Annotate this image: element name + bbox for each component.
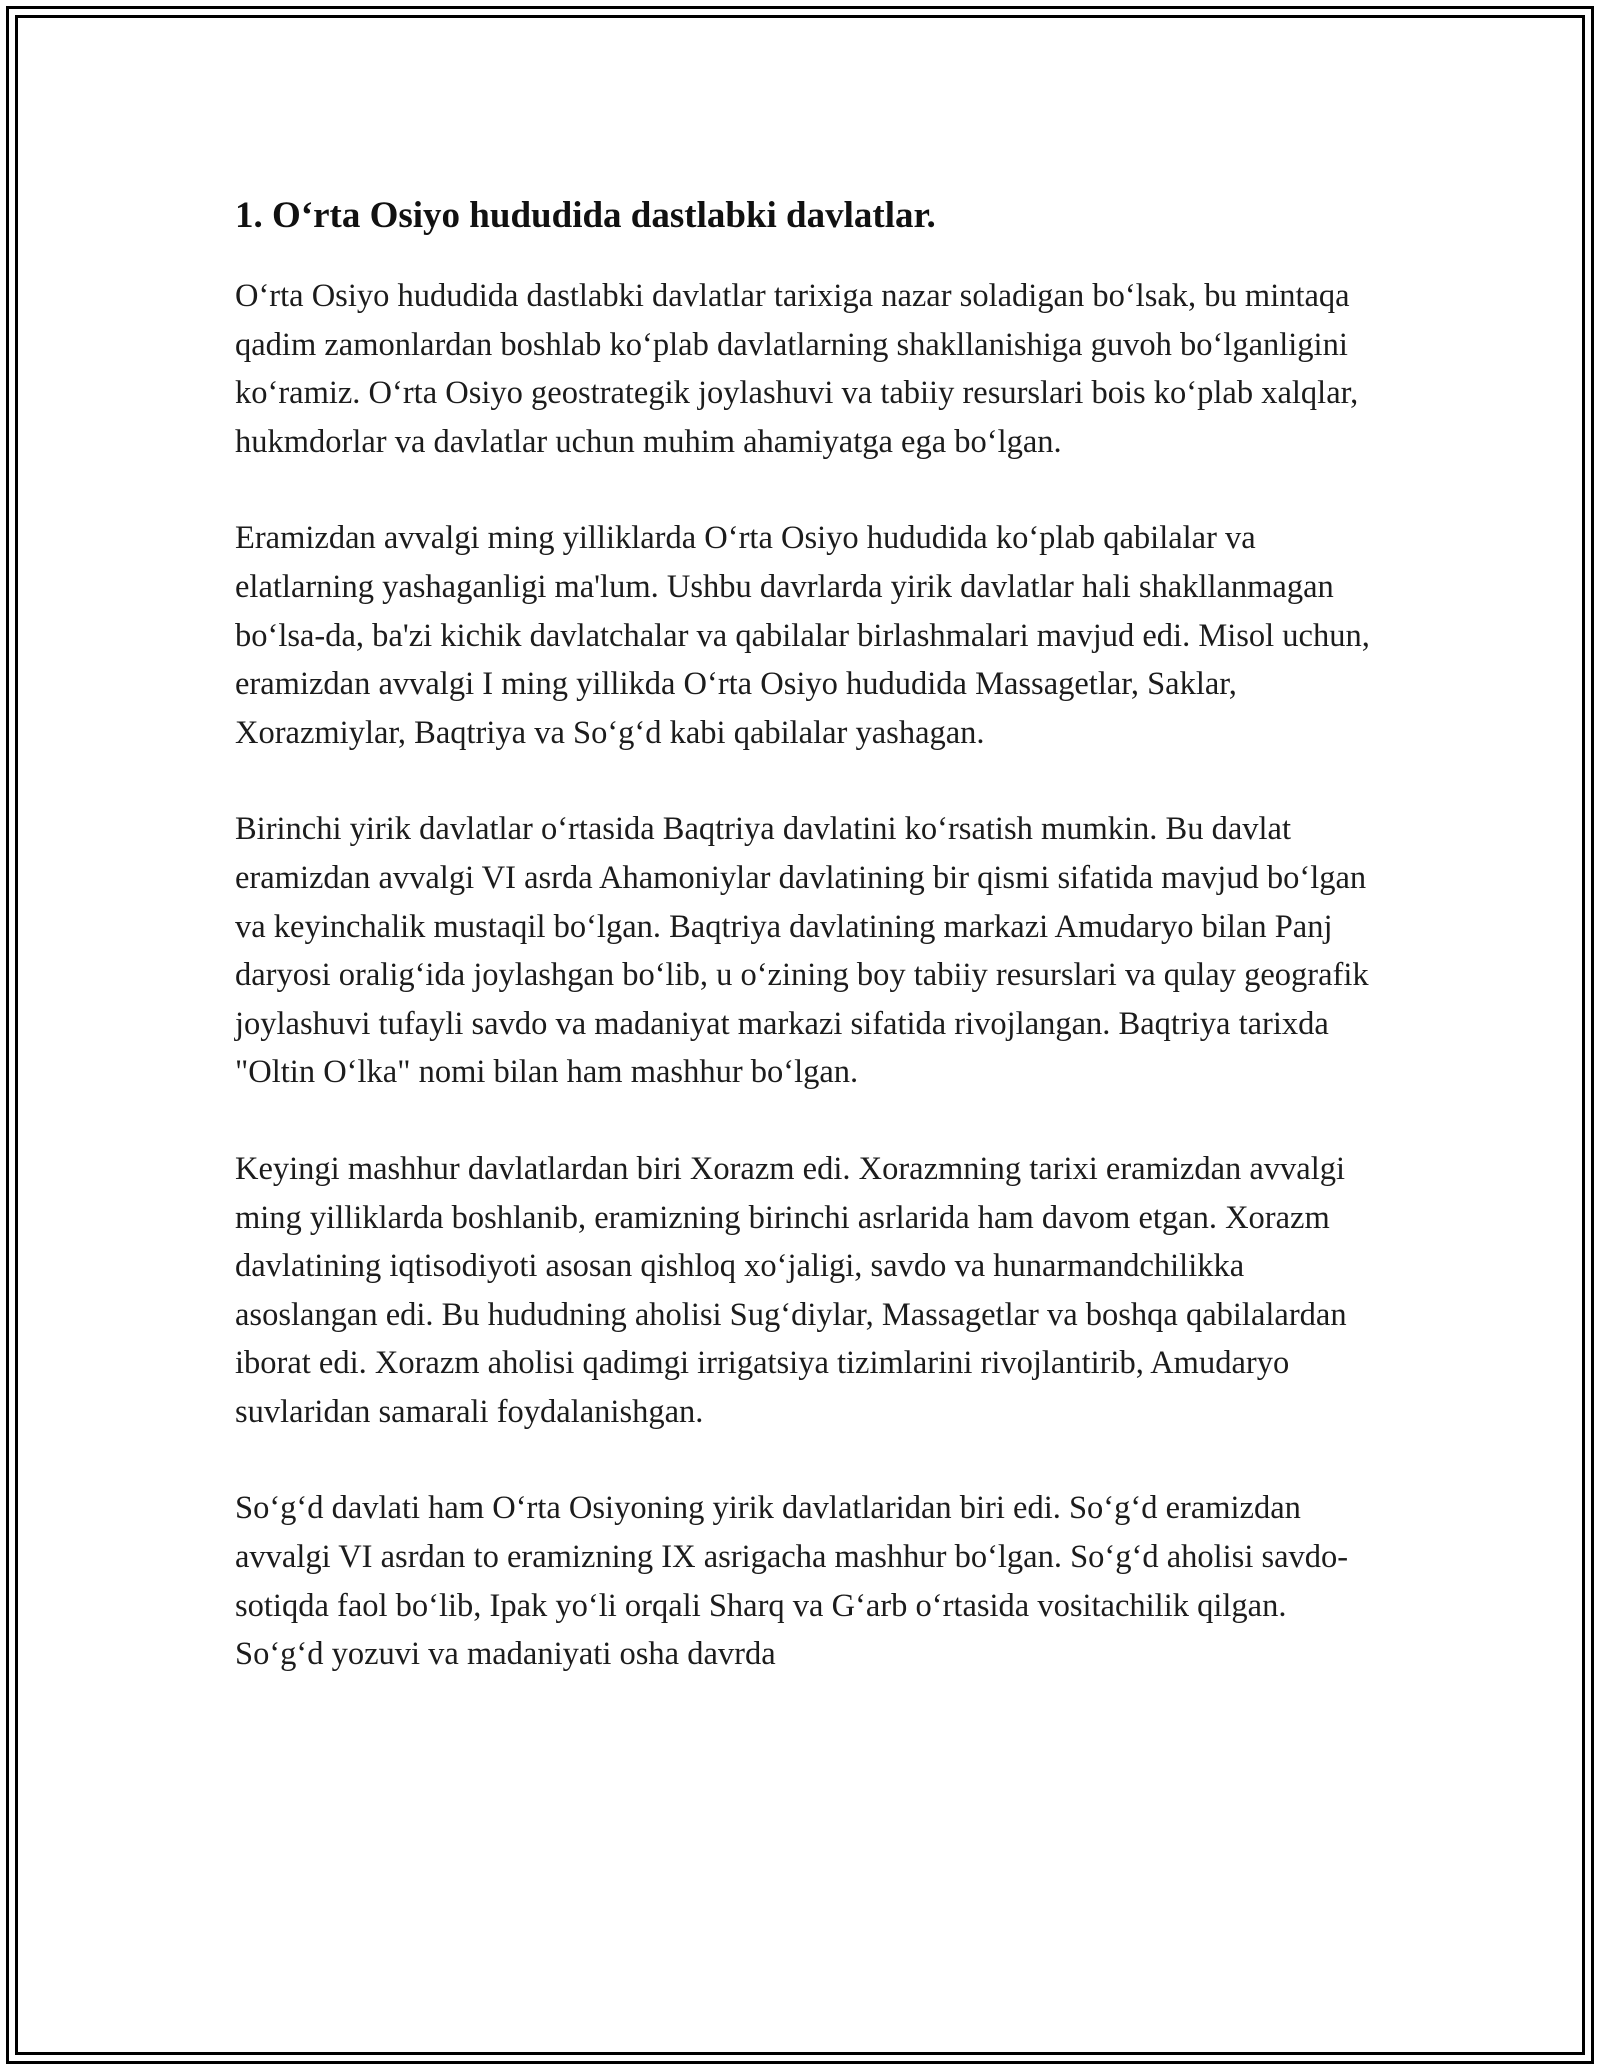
paragraph-1: O‘rta Osiyo hududida dastlabki davlatlar tarixiga nazar soladigan bo‘lsak, bu mintaqa qadim zamonlardan boshlab ko‘plab davlatlarning shakllanishiga guvoh bo‘lganligini ko‘ramiz. O‘rta Osiyo geostrategik joylashuvi va tabiiy resurslari bois ko‘plab xalqlar, hukmdorlar va davlatlar uchun muhim ahamiyatga ega bo‘lgan. <box>235 278 1359 460</box>
paragraph-3: Birinchi yirik davlatlar o‘rtasida Baqtriya davlatini ko‘rsatish mumkin. Bu davlat eramizdan avvalgi VI asrda Ahamoniylar davlatining bir qismi sifatida mavjud bo‘lgan va keyinchalik mustaqil bo‘lgan. Baqtriya davlatining markazi Amudaryo bilan Panj daryosi oralig‘ida joylashgan bo‘lib, u o‘zining boy tabiiy resurslari va qulay geografik joylashuvi tufayli savdo va madaniyat markazi sifatida rivojlangan. Baqtriya tarixda "Oltin O‘lka" nomi bilan ham mashhur bo‘lgan. <box>235 811 1369 1091</box>
paragraph-5: So‘g‘d davlati ham O‘rta Osiyoning yirik davlatlaridan biri edi. So‘g‘d eramizdan avvalgi VI asrdan to eramizning IX asrigacha mashhur bo‘lgan. So‘g‘d aholisi savdo-sotiqda faol bo‘lib, Ipak yo‘li orqali Sharq va G‘arb o‘rtasida vositachilik qilgan. So‘g‘d yozuvi va madaniyati osha davrda <box>235 1490 1349 1673</box>
paragraph-4: Keyingi mashhur davlatlardan biri Xorazm edi. Xorazmning tarixi eramizdan avvalgi ming yilliklarda boshlanib, eramizning birinchi asrlarida ham davom etgan. Xorazm davlatining iqtisodiyoti asosan qishloq xo‘jaligi, savdo va hunarmandchilikka asoslangan edi. Bu hududning aholisi Sug‘diylar, Massagetlar va boshqa qabilalardan iborat edi. Xorazm aholisi qadimgi irrigatsiya tizimlarini rivojlantirib, Amudaryo suvlaridan samarali foydalanishgan. <box>235 1150 1347 1430</box>
document-title: 1. O‘rta Osiyo hududida dastlabki davlatlar. <box>235 195 936 236</box>
document-page <box>235 186 1375 1727</box>
paragraph-2: Eramizdan avvalgi ming yilliklarda O‘rta Osiyo hududida ko‘plab qabilalar va elatlarning yashaganligi ma'lum. Ushbu davrlarda yirik davlatlar hali shakllanmagan bo‘lsa-da, ba'zi kichik davlatchalar va qabilalar birlashmalari mavjud edi. Misol uchun, eramizdan avvalgi I ming yillikda O‘rta Osiyo hududida Massagetlar, Saklar, Xorazmiylar, Baqtriya va So‘g‘d kabi qabilalar yashagan. <box>235 520 1370 751</box>
